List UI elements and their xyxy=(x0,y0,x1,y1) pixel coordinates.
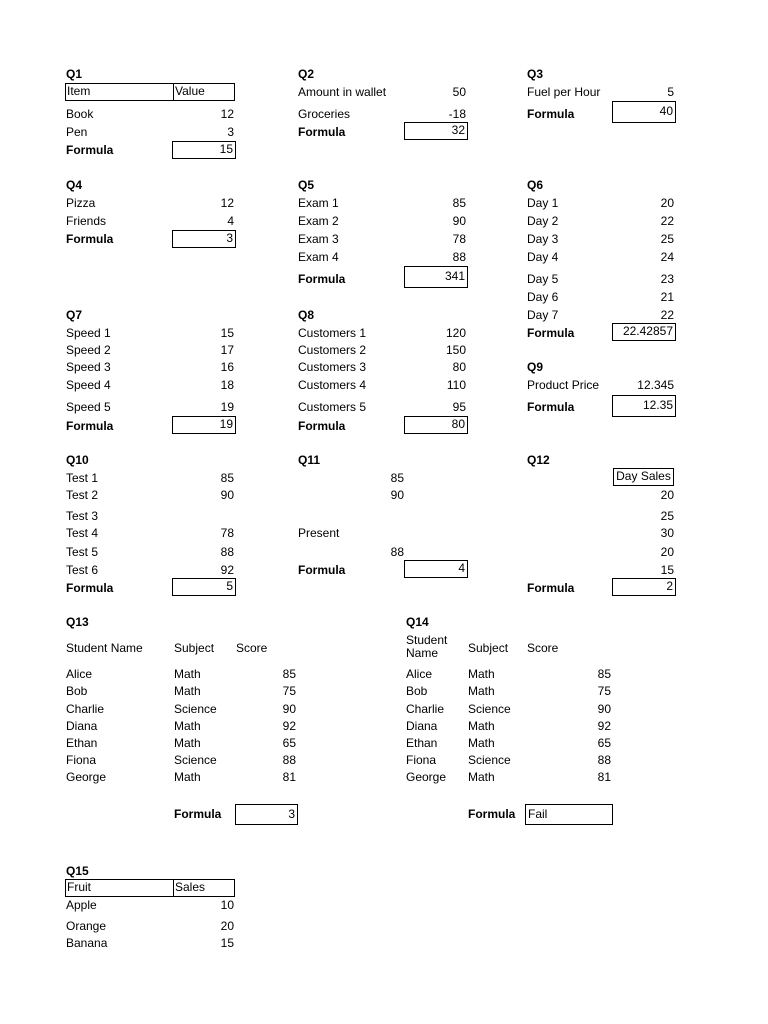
q6-row-label[interactable]: Day 3 xyxy=(527,232,559,246)
q9-row-value[interactable]: 12.345 xyxy=(637,378,674,392)
q13-row-score[interactable]: 81 xyxy=(282,770,296,784)
q8-formula-cell[interactable]: 80 xyxy=(404,416,468,434)
q13-col-name[interactable]: Student Name xyxy=(66,641,143,655)
q2-formula-cell[interactable]: 32 xyxy=(404,122,468,140)
q9-row-label[interactable]: Product Price xyxy=(527,378,600,392)
q15-row-value[interactable]: 10 xyxy=(220,898,234,912)
q14-col-name[interactable]: Student Name xyxy=(406,633,448,660)
q4-title: Q4 xyxy=(66,178,83,192)
q14-row-subject[interactable]: Math xyxy=(468,736,495,750)
q9-formula-label: Formula xyxy=(527,400,575,414)
q11-formula-label: Formula xyxy=(298,563,346,577)
q7-formula-cell[interactable]: 19 xyxy=(172,416,236,434)
q1-col-item[interactable]: Item xyxy=(66,84,174,100)
q14-row-score[interactable]: 88 xyxy=(597,753,611,767)
q13-row-name[interactable]: Ethan xyxy=(66,736,98,750)
q1-col-value[interactable]: Value xyxy=(175,84,205,98)
q12-value[interactable]: 20 xyxy=(660,545,674,559)
q9-formula-cell[interactable]: 12.35 xyxy=(612,395,676,417)
q10-row-label[interactable]: Test 2 xyxy=(66,488,99,502)
q6-row-value[interactable]: 20 xyxy=(660,196,674,210)
q7-row-value[interactable]: 15 xyxy=(220,326,234,340)
q13-row-subject[interactable]: Math xyxy=(174,684,201,698)
q6-row-value[interactable]: 23 xyxy=(660,272,674,286)
q14-row-name[interactable]: Alice xyxy=(406,667,433,681)
q12-header[interactable]: Day Sales xyxy=(613,468,674,486)
q7-row-value[interactable]: 18 xyxy=(220,378,234,392)
q2-row-label[interactable]: Groceries xyxy=(298,107,351,121)
q8-row-label[interactable]: Customers 3 xyxy=(298,360,367,374)
q3-formula-cell[interactable]: 40 xyxy=(612,101,676,123)
q8-row-value[interactable]: 150 xyxy=(445,343,466,357)
q13-formula-cell[interactable]: 3 xyxy=(235,804,298,825)
q7-formula-label: Formula xyxy=(66,419,114,433)
q5-formula-label: Formula xyxy=(298,272,346,286)
q13-row-subject[interactable]: Math xyxy=(174,667,201,681)
q13-col-score[interactable]: Score xyxy=(236,641,268,655)
q6-row-value[interactable]: 25 xyxy=(660,232,674,246)
q11-value[interactable]: 88 xyxy=(390,545,404,559)
q1-row-value[interactable]: 12 xyxy=(220,107,234,121)
q13-row-subject[interactable]: Science xyxy=(174,753,217,767)
q6-row-label[interactable]: Day 1 xyxy=(527,196,559,210)
q3-row-label[interactable]: Fuel per Hour xyxy=(527,85,601,99)
q4-formula-label: Formula xyxy=(66,232,114,246)
q14-row-score[interactable]: 75 xyxy=(597,684,611,698)
q14-formula-label: Formula xyxy=(468,807,516,821)
q10-formula-cell[interactable]: 5 xyxy=(172,578,236,596)
q12-formula-cell[interactable]: 2 xyxy=(612,578,676,596)
q14-row-subject[interactable]: Science xyxy=(468,753,511,767)
q14-row-name[interactable]: George xyxy=(406,770,447,784)
q7-row-label[interactable]: Speed 1 xyxy=(66,326,111,340)
q13-row-subject[interactable]: Math xyxy=(174,736,201,750)
q13-row-subject[interactable]: Science xyxy=(174,702,217,716)
q8-row-label[interactable]: Customers 2 xyxy=(298,343,367,357)
q14-row-subject[interactable]: Science xyxy=(468,702,511,716)
q5-row-value[interactable]: 78 xyxy=(452,232,466,246)
q13-row-score[interactable]: 85 xyxy=(282,667,296,681)
q15-col-sales[interactable]: Sales xyxy=(175,880,206,894)
q12-title: Q12 xyxy=(527,453,550,467)
q11-value[interactable]: 90 xyxy=(390,488,404,502)
q3-title: Q3 xyxy=(527,67,544,81)
q13-row-score[interactable]: 90 xyxy=(282,702,296,716)
q7-row-value[interactable]: 16 xyxy=(220,360,234,374)
q1-title: Q1 xyxy=(66,67,83,81)
q5-row-value[interactable]: 88 xyxy=(452,250,466,264)
q12-value[interactable]: 15 xyxy=(660,563,674,577)
q8-row-label[interactable]: Customers 5 xyxy=(298,400,367,414)
q13-col-subject[interactable]: Subject xyxy=(174,641,215,655)
q13-row-score[interactable]: 88 xyxy=(282,753,296,767)
q14-row-name[interactable]: Diana xyxy=(406,719,438,733)
q7-row-value[interactable]: 19 xyxy=(220,400,234,414)
q7-row-label[interactable]: Speed 2 xyxy=(66,343,111,357)
q7-row-label[interactable]: Speed 5 xyxy=(66,400,111,414)
q3-row-value[interactable]: 5 xyxy=(667,85,674,99)
q1-row-label[interactable]: Book xyxy=(66,107,94,121)
q11-value[interactable]: 85 xyxy=(390,471,404,485)
q14-row-subject[interactable]: Math xyxy=(468,719,495,733)
q5-row-label[interactable]: Exam 3 xyxy=(298,232,339,246)
q8-row-value[interactable]: 80 xyxy=(452,360,466,374)
q12-value[interactable]: 20 xyxy=(660,488,674,502)
q12-value[interactable]: 30 xyxy=(660,526,674,540)
q13-row-subject[interactable]: Math xyxy=(174,719,201,733)
q14-row-subject[interactable]: Math xyxy=(468,667,495,681)
q1-formula-cell[interactable]: 15 xyxy=(172,141,236,159)
q14-row-name[interactable]: Bob xyxy=(406,684,428,698)
q13-title: Q13 xyxy=(66,615,89,629)
q13-row-score[interactable]: 65 xyxy=(282,736,296,750)
q15-title: Q15 xyxy=(66,864,89,878)
q11-title: Q11 xyxy=(298,453,321,467)
q13-row-name[interactable]: George xyxy=(66,770,107,784)
q15-row-label[interactable]: Orange xyxy=(66,919,107,933)
q10-row-label[interactable]: Test 1 xyxy=(66,471,99,485)
q10-row-value[interactable]: 85 xyxy=(220,471,234,485)
q6-formula-cell[interactable]: 22.42857 xyxy=(612,323,676,341)
q15-row-label[interactable]: Apple xyxy=(66,898,97,912)
q5-row-label[interactable]: Exam 2 xyxy=(298,214,339,228)
q4-row-value[interactable]: 4 xyxy=(227,214,234,228)
q4-formula-cell[interactable]: 3 xyxy=(172,230,236,248)
q6-row-label[interactable]: Day 4 xyxy=(527,250,559,264)
q13-row-name[interactable]: Fiona xyxy=(66,753,97,767)
q14-row-score[interactable]: 81 xyxy=(597,770,611,784)
q5-title: Q5 xyxy=(298,178,315,192)
q13-row-name[interactable]: Charlie xyxy=(66,702,105,716)
q14-row-subject[interactable]: Math xyxy=(468,684,495,698)
q13-row-score[interactable]: 75 xyxy=(282,684,296,698)
q10-row-value[interactable]: 90 xyxy=(220,488,234,502)
q6-formula-label: Formula xyxy=(527,326,575,340)
q14-row-score[interactable]: 92 xyxy=(597,719,611,733)
q6-row-label[interactable]: Day 7 xyxy=(527,308,559,322)
q14-row-subject[interactable]: Math xyxy=(468,770,495,784)
q8-title: Q8 xyxy=(298,308,315,322)
q14-row-score[interactable]: 65 xyxy=(597,736,611,750)
q15-col-fruit[interactable]: Fruit xyxy=(66,880,174,896)
q11-formula-cell[interactable]: 4 xyxy=(404,560,468,578)
q8-row-value[interactable]: 120 xyxy=(445,326,466,340)
q5-row-label[interactable]: Exam 1 xyxy=(298,196,339,210)
q2-row-value[interactable]: -18 xyxy=(448,107,466,121)
q13-row-score[interactable]: 92 xyxy=(282,719,296,733)
q1-header[interactable] xyxy=(65,83,235,101)
q15-row-value[interactable]: 20 xyxy=(220,919,234,933)
q10-row-value[interactable]: 78 xyxy=(220,526,234,540)
q10-row-value[interactable]: 92 xyxy=(220,563,234,577)
q13-row-name[interactable]: Diana xyxy=(66,719,98,733)
q3-formula-label: Formula xyxy=(527,107,575,121)
q9-title: Q9 xyxy=(527,360,544,374)
q14-formula-cell[interactable]: Fail xyxy=(525,804,613,825)
q10-formula-label: Formula xyxy=(66,581,114,595)
q7-row-label[interactable]: Speed 3 xyxy=(66,360,111,374)
q6-row-value[interactable]: 21 xyxy=(660,290,674,304)
q14-row-score[interactable]: 90 xyxy=(597,702,611,716)
q5-row-label[interactable]: Exam 4 xyxy=(298,250,339,264)
q8-row-label[interactable]: Customers 1 xyxy=(298,326,367,340)
q10-row-label[interactable]: Test 4 xyxy=(66,526,99,540)
q13-row-name[interactable]: Alice xyxy=(66,667,93,681)
q5-row-value[interactable]: 90 xyxy=(452,214,466,228)
q5-row-value[interactable]: 85 xyxy=(452,196,466,210)
q2-row-value[interactable]: 50 xyxy=(452,85,466,99)
q15-header[interactable] xyxy=(65,879,235,897)
q2-row-label[interactable]: Amount in wallet xyxy=(298,85,387,99)
q14-row-name[interactable]: Fiona xyxy=(406,753,437,767)
q14-col-score[interactable]: Score xyxy=(527,641,559,655)
q5-formula-cell[interactable]: 341 xyxy=(404,266,468,288)
q11-present-label[interactable]: Present xyxy=(298,526,340,540)
q1-formula-label: Formula xyxy=(66,143,114,157)
q1-row-value[interactable]: 3 xyxy=(227,125,234,139)
q15-row-value[interactable]: 15 xyxy=(220,936,234,950)
q7-title: Q7 xyxy=(66,308,83,322)
q13-row-subject[interactable]: Math xyxy=(174,770,201,784)
q12-value[interactable]: 25 xyxy=(660,509,674,523)
q6-row-value[interactable]: 22 xyxy=(660,214,674,228)
q13-row-name[interactable]: Bob xyxy=(66,684,88,698)
q2-formula-label: Formula xyxy=(298,125,346,139)
q6-row-value[interactable]: 24 xyxy=(660,250,674,264)
q13-formula-label: Formula xyxy=(174,807,222,821)
q4-row-value[interactable]: 12 xyxy=(220,196,234,210)
q8-formula-label: Formula xyxy=(298,419,346,433)
q10-title: Q10 xyxy=(66,453,89,467)
q4-row-label[interactable]: Friends xyxy=(66,214,107,228)
q10-row-label[interactable]: Test 3 xyxy=(66,509,99,523)
q14-col-subject[interactable]: Subject xyxy=(468,641,509,655)
q4-row-label[interactable]: Pizza xyxy=(66,196,96,210)
q14-title: Q14 xyxy=(406,615,429,629)
q7-row-label[interactable]: Speed 4 xyxy=(66,378,111,392)
q8-row-value[interactable]: 95 xyxy=(452,400,466,414)
q14-row-name[interactable]: Ethan xyxy=(406,736,438,750)
q10-row-label[interactable]: Test 5 xyxy=(66,545,99,559)
q6-row-label[interactable]: Day 5 xyxy=(527,272,559,286)
q1-row-label[interactable]: Pen xyxy=(66,125,88,139)
q10-row-label[interactable]: Test 6 xyxy=(66,563,99,577)
q12-formula-label: Formula xyxy=(527,581,575,595)
q8-row-value[interactable]: 110 xyxy=(446,378,466,392)
q8-row-label[interactable]: Customers 4 xyxy=(298,378,367,392)
q7-row-value[interactable]: 17 xyxy=(220,343,234,357)
q6-row-label[interactable]: Day 2 xyxy=(527,214,559,228)
q6-row-value[interactable]: 22 xyxy=(660,308,674,322)
q6-title: Q6 xyxy=(527,178,544,192)
q14-row-score[interactable]: 85 xyxy=(597,667,611,681)
q14-row-name[interactable]: Charlie xyxy=(406,702,445,716)
q10-row-value[interactable]: 88 xyxy=(220,545,234,559)
q2-title: Q2 xyxy=(298,67,315,81)
q6-row-label[interactable]: Day 6 xyxy=(527,290,559,304)
q15-row-label[interactable]: Banana xyxy=(66,936,108,950)
